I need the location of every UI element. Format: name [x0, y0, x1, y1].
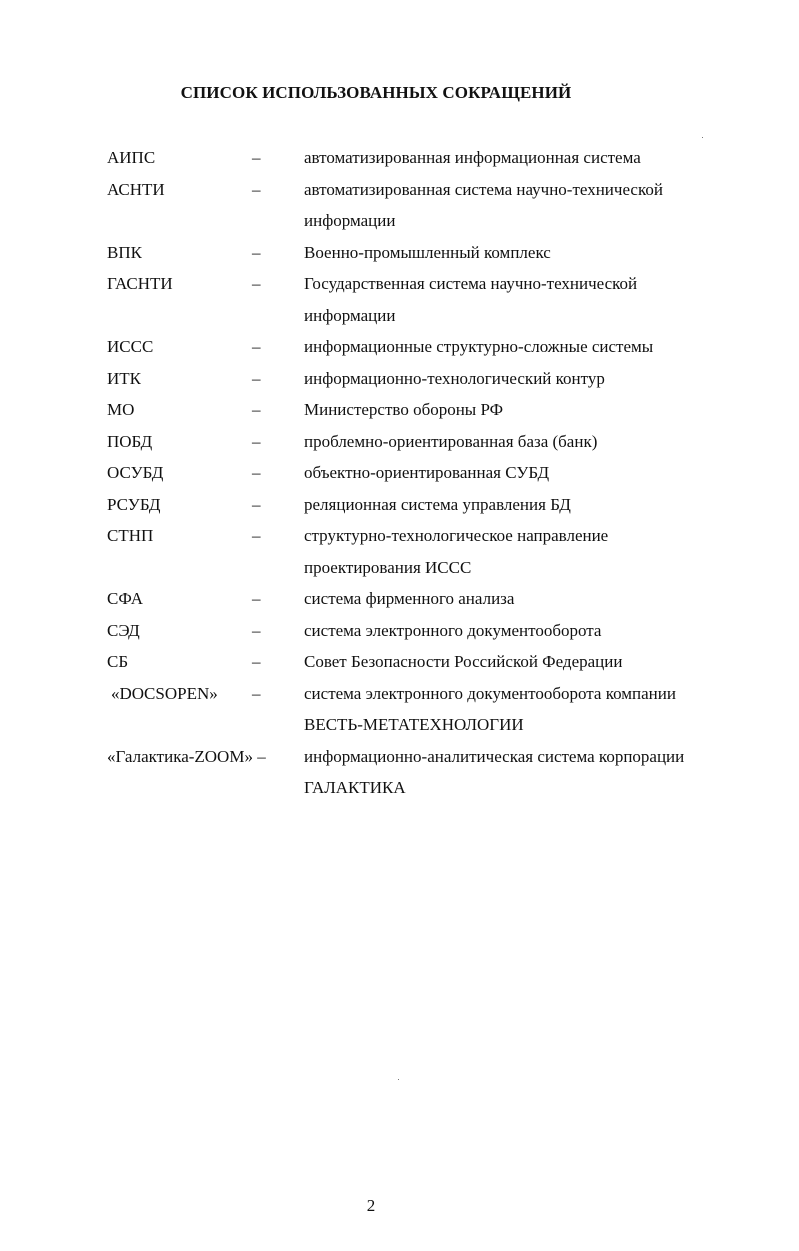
abbreviation-definition [304, 489, 724, 521]
abbreviation-term: ГАСНТИ [107, 274, 173, 293]
abbreviation-term: СЭД [107, 620, 140, 640]
abbreviation-term: ИТК [107, 368, 141, 388]
abbreviation-term: РСУБД [107, 494, 161, 514]
dash-separator: – [252, 368, 261, 388]
abbreviation-definition [304, 174, 724, 237]
definition-line: Совет Безопасности Российской Федерации [304, 652, 623, 671]
page-number: 2 [366, 1196, 376, 1215]
abbreviation-term: ВПК [107, 242, 142, 262]
dash-separator: – [252, 620, 261, 640]
definition-line: Государственная система научно-технической [304, 274, 638, 293]
abbreviation-definition [304, 426, 724, 458]
dash-separator: – [252, 242, 261, 262]
abbreviation-definition [304, 646, 724, 678]
definition-line: Министерство обороны РФ [304, 400, 504, 419]
dash-separator: – [252, 494, 261, 514]
definition-line: информации [304, 305, 396, 325]
scan-speck [702, 137, 703, 138]
definition-line: реляционная система управления БД [304, 494, 571, 514]
dash-separator: – [252, 683, 261, 703]
definition-line: проблемно-ориентированная база (банк) [304, 431, 598, 451]
abbreviation-definition [304, 457, 724, 489]
dash-separator: – [252, 400, 261, 419]
definition-line: проектирования ИССС [304, 557, 472, 577]
definition-line: система фирменного анализа [304, 589, 515, 608]
definition-line: ВЕСТЬ-МЕТАТЕХНОЛОГИИ [304, 715, 524, 734]
definition-line: информационно-аналитическая система корпорации [304, 746, 685, 766]
abbreviation-term: ОСУБД [107, 463, 164, 482]
abbreviation-term: «Галактика-ZOOM» – [107, 746, 266, 766]
scan-speck [398, 1079, 399, 1080]
abbreviation-definition [304, 394, 724, 426]
definition-line: ГАЛАКТИКА [304, 778, 406, 797]
dash-separator: – [252, 274, 261, 293]
abbreviation-definition [304, 237, 724, 269]
dash-separator: – [252, 589, 261, 608]
abbreviation-definition [304, 520, 724, 583]
dash-separator: – [252, 652, 261, 671]
dash-separator: – [252, 526, 261, 545]
definition-line: информации [304, 211, 396, 230]
abbreviation-definition [304, 331, 724, 363]
abbreviation-term: АСНТИ [107, 179, 165, 199]
dash-separator: – [252, 148, 261, 167]
abbreviation-term: АИПС [107, 148, 156, 167]
definition-line: структурно-технологическое направление [304, 526, 609, 545]
definition-line: Военно-промышленный комплекс [304, 242, 551, 262]
abbreviation-term: СФА [107, 589, 143, 608]
definition-line: информационно-технологический контур [304, 368, 605, 388]
definition-line: объектно-ориентированная СУБД [304, 463, 550, 482]
dash-separator: – [252, 431, 261, 451]
abbreviation-term: МО [107, 400, 135, 419]
abbreviation-term: СТНП [107, 526, 154, 545]
abbreviation-definition [304, 268, 724, 331]
definition-line: автоматизированная система научно-технической [304, 179, 663, 199]
abbreviation-term: СБ [107, 652, 129, 671]
abbreviation-definition [304, 741, 724, 804]
abbreviation-definition [304, 142, 724, 174]
definition-line: система электронного документооборота [304, 620, 602, 640]
abbreviation-definition [304, 363, 724, 395]
definition-line: информационные структурно-сложные системы [304, 337, 654, 356]
abbreviation-definition [304, 583, 724, 615]
abbreviation-definition [304, 615, 724, 647]
definition-line: автоматизированная информационная система [304, 148, 641, 167]
dash-separator: – [252, 337, 261, 356]
abbreviation-definition [304, 678, 724, 741]
abbreviation-term: ПОБД [107, 431, 153, 451]
dash-separator: – [252, 463, 261, 482]
page-title: СПИСОК ИСПОЛЬЗОВАННЫХ СОКРАЩЕНИЙ [180, 83, 572, 102]
abbreviation-term: ИССС [107, 337, 154, 356]
definition-line: система электронного документооборота компании [304, 683, 676, 703]
abbreviation-term: «DOCSOPEN» [111, 683, 218, 703]
dash-separator: – [252, 179, 261, 199]
